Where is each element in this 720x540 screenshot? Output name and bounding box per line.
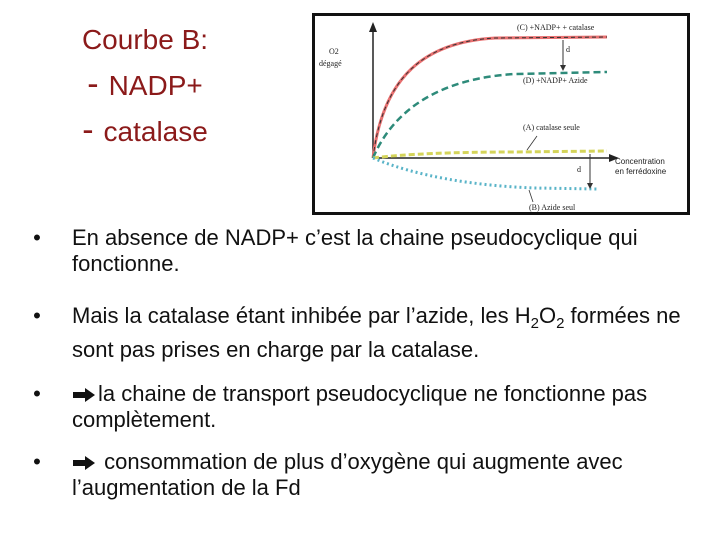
y-axis-arrow-icon bbox=[369, 22, 377, 32]
bullet-text-1: En absence de NADP+ c’est la chaine pseudocyclique qui fonctionne. bbox=[72, 225, 638, 276]
bullet-item bbox=[28, 449, 708, 501]
bullet-text-2-o: O bbox=[538, 303, 557, 328]
bullet-dot: • bbox=[33, 381, 41, 406]
x-axis-label-line1: Concentration bbox=[615, 157, 665, 166]
title-line-2 bbox=[40, 62, 250, 108]
right-arrow-icon bbox=[72, 455, 96, 471]
label-a-pointer bbox=[527, 136, 537, 150]
bullet-text-3: la chaine de transport pseudocyclique ne fonctionne pas complètement. bbox=[72, 381, 648, 432]
d-marker-label-1: d bbox=[566, 45, 570, 54]
title-dash: - bbox=[82, 111, 94, 149]
bullet-item bbox=[28, 303, 708, 363]
bullet-text-2a: Mais la catalase étant inhibée par l’azide, les H bbox=[72, 303, 531, 328]
bullet-dot: • bbox=[33, 303, 41, 328]
title-line-1 bbox=[40, 18, 250, 62]
d-marker-arrow-icon bbox=[587, 183, 593, 189]
right-arrow-icon bbox=[72, 387, 96, 403]
title-text-catalase: catalase bbox=[103, 116, 208, 147]
curve-a-label: (A) catalase seule bbox=[523, 123, 580, 132]
curve-c-dash bbox=[373, 37, 607, 158]
bullet-dot: • bbox=[33, 225, 41, 250]
y-axis-label-line2: dégagé bbox=[319, 59, 342, 68]
bullet-text-2b: formées ne sont pas prises en charge par la catalase. bbox=[72, 303, 681, 362]
title-dash: - bbox=[87, 65, 99, 103]
curve-b bbox=[373, 158, 597, 189]
bullet-text-4: consommation de plus d’oxygène qui augmente avec l’augmentation de la Fd bbox=[72, 449, 623, 500]
label-b-pointer bbox=[529, 190, 533, 202]
title-text-nadp: NADP+ bbox=[108, 70, 203, 101]
bullet-item bbox=[28, 225, 708, 277]
curve-d-label: (D) +NADP+ Azide bbox=[523, 76, 588, 85]
slide-title bbox=[40, 18, 250, 154]
d-marker-label-2: d bbox=[577, 165, 581, 174]
y-axis-label-line1: O2 bbox=[329, 47, 339, 56]
title-line-3 bbox=[40, 108, 250, 154]
bullet-dot: • bbox=[33, 449, 41, 474]
curve-a bbox=[373, 151, 607, 158]
curve-b-label: (B) Azide seul bbox=[529, 203, 576, 212]
title-text-courbe-b: Courbe B: bbox=[81, 24, 209, 55]
oxygen-curves-figure bbox=[312, 13, 690, 215]
subscript-2: 2 bbox=[530, 315, 539, 332]
bullet-list bbox=[28, 225, 708, 501]
subscript-2: 2 bbox=[556, 315, 565, 332]
curve-c bbox=[373, 37, 607, 158]
curve-c-label: (C) +NADP+ + catalase bbox=[517, 23, 595, 32]
d-marker-arrow-icon bbox=[560, 65, 566, 71]
x-axis-label-line2: en ferrédoxine bbox=[615, 167, 667, 176]
bullet-item bbox=[28, 381, 708, 433]
curves-svg bbox=[315, 16, 687, 212]
